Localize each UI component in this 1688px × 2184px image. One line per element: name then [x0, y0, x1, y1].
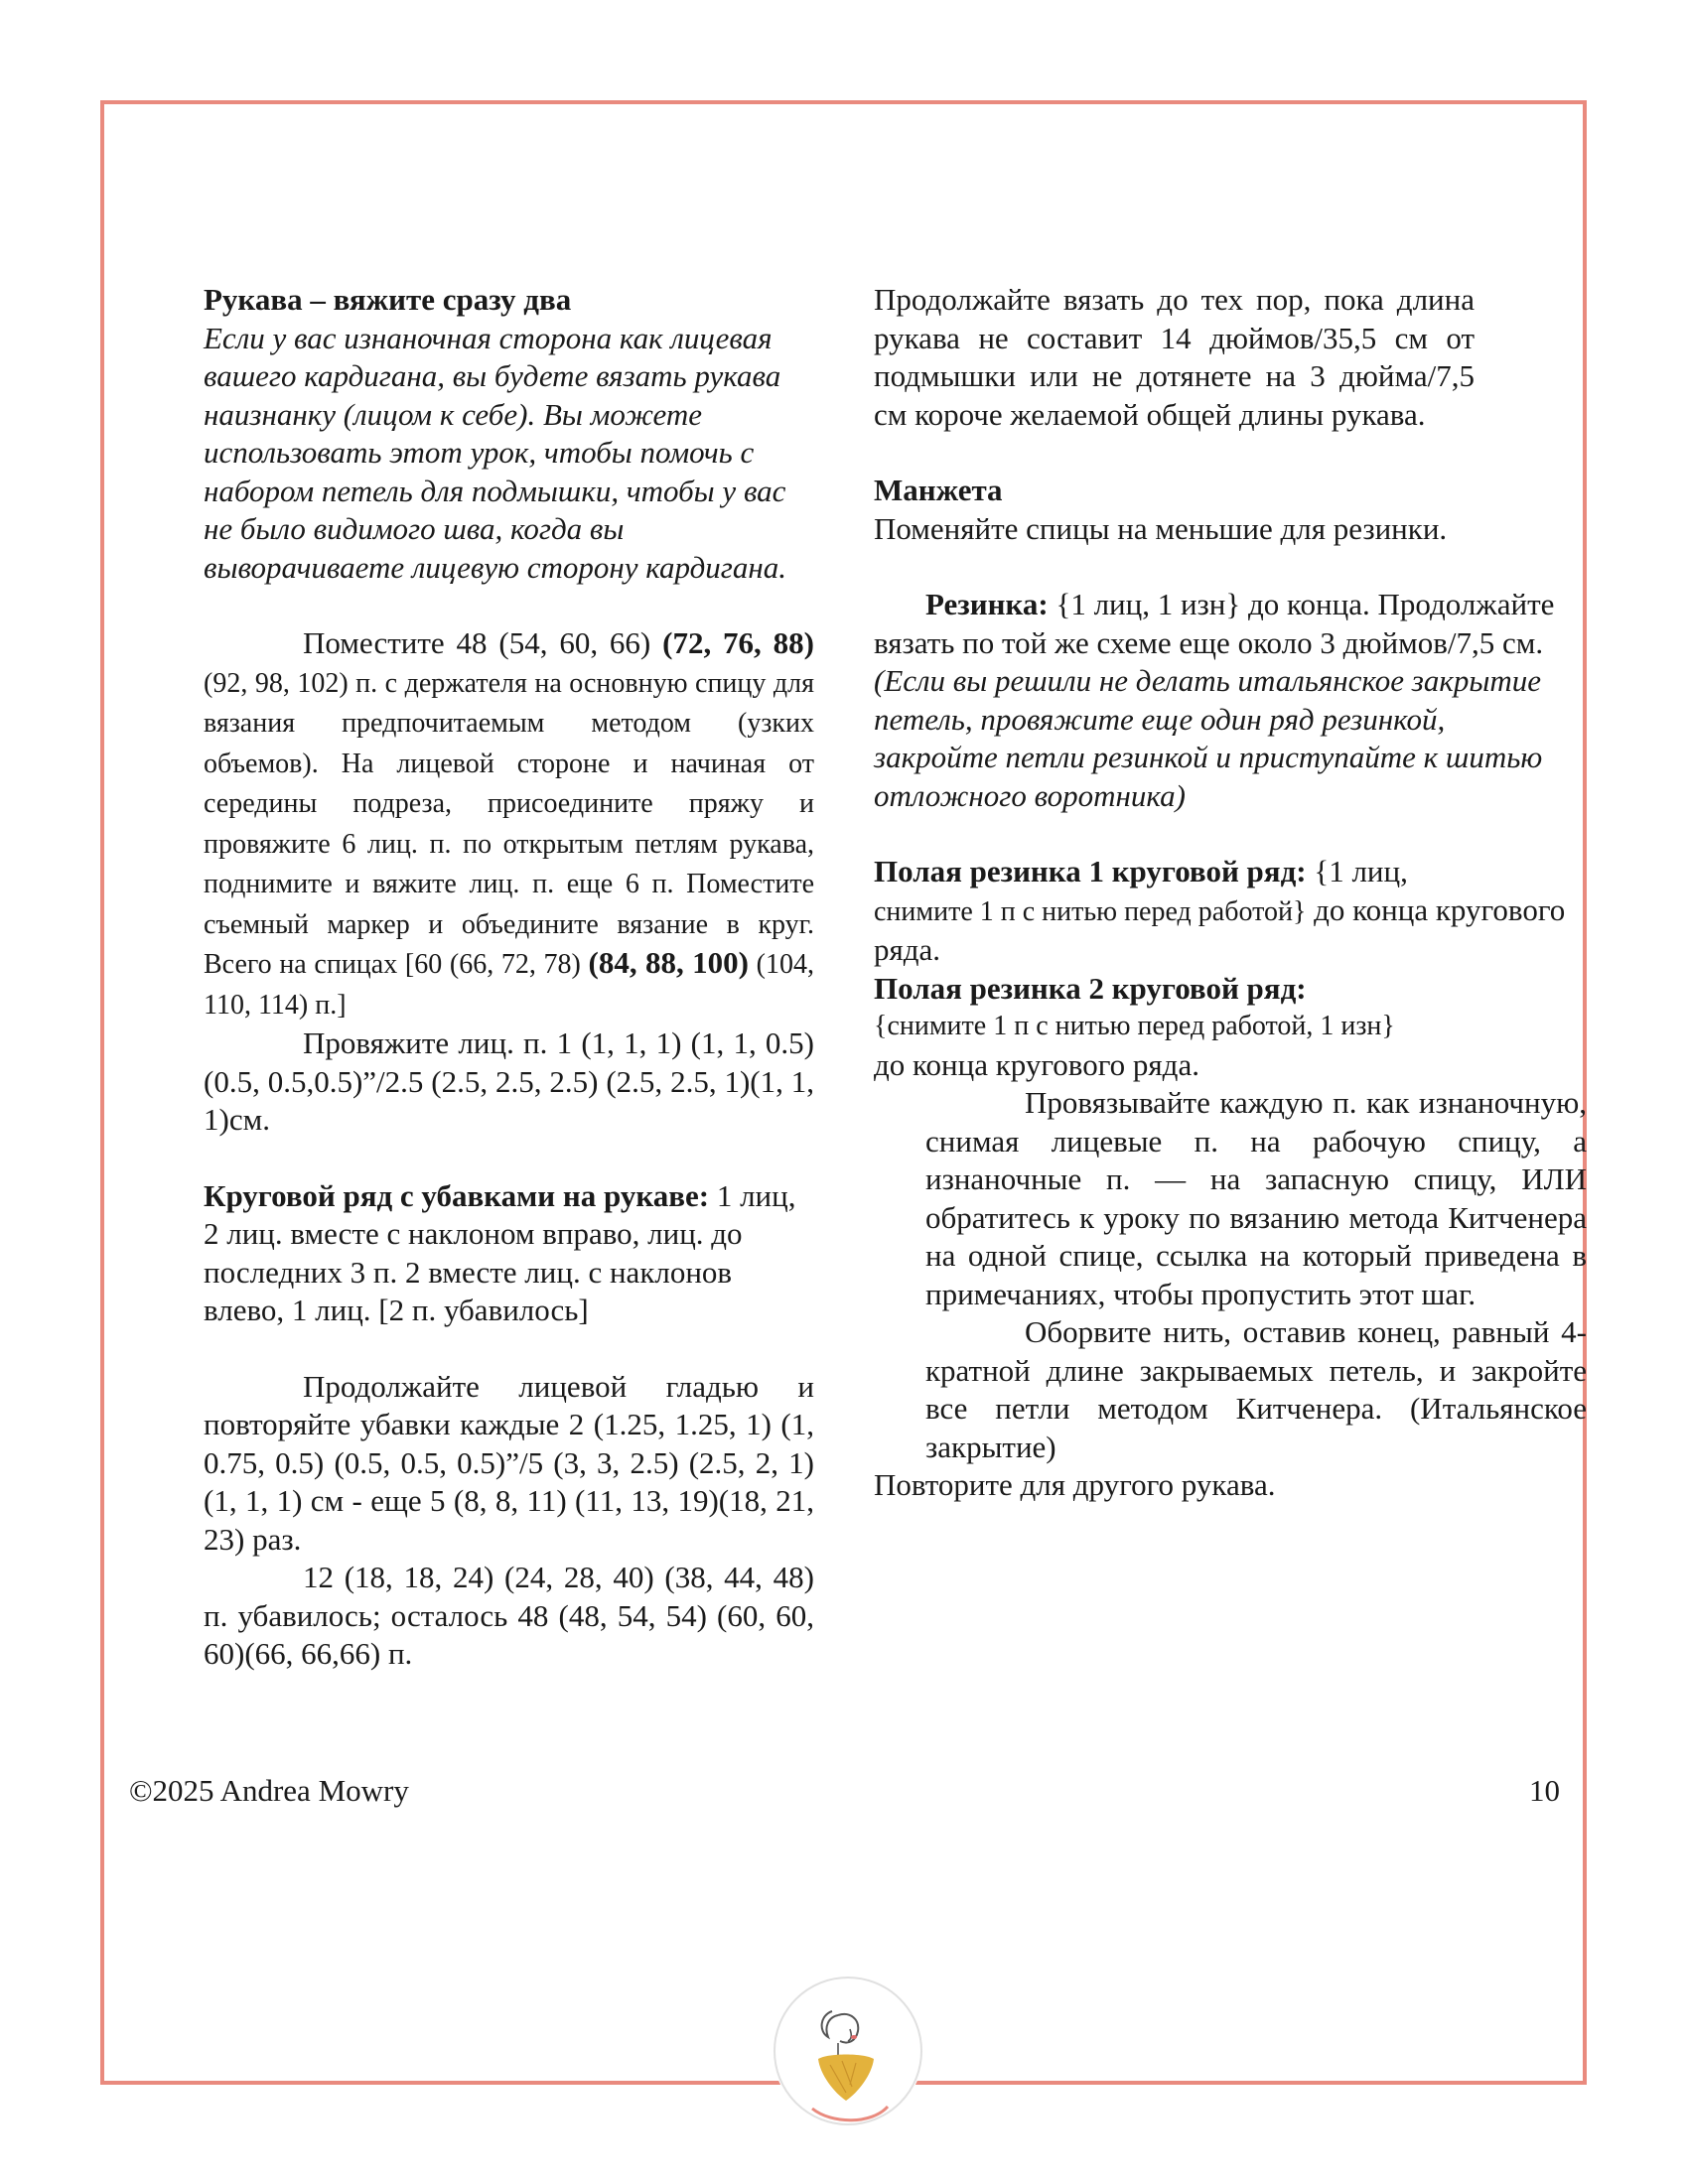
- ribbing-text: {1 лиц, 1 изн} до конца. Продолжайте вязать по той же схеме еще около 3 дюймов/7,5 см.: [874, 587, 1555, 660]
- place-line-start: Поместите 48 (54, 60, 66): [303, 625, 663, 660]
- decrease-round-label: Круговой ряд с убавками на рукаве:: [204, 1177, 710, 1213]
- ribbing-paragraph: [874, 586, 1587, 662]
- sleeves-heading: Рукава – вяжите сразу два: [204, 282, 572, 317]
- woman-with-yellow-scarf-logo-icon: [773, 1976, 923, 2126]
- continue-decreases-paragraph: Продолжайте лицевой гладью и повторяйте убавки каждые 2 (1.25, 1.25, 1) (1, 0.75, 0.5) (0.5, 0.5, 0.5)”/5 (3, 3, 2.5) (2.5, 2, 1) (1, 1, 1) см - еще 5 (8, 8, 11) (11, 13, 19)(18, 21, 23) раз.: [204, 1368, 814, 1557]
- hollow-rib-2-a: {снимите 1 п с нитью перед работой, 1 изн}: [874, 1011, 1395, 1041]
- purl-slip-paragraph: Провязывайте каждую п. как изнаночную, снимая лицевые п. на рабочую спицу, а изнаночные п. — на запасную спицу, ИЛИ обратитесь к уроку по вязанию метода Китченера на одной спице, ссылка на который приведена в примечаниях, чтобы пропустить этот шаг.: [925, 1085, 1587, 1311]
- place-body: (92, 98, 102) п. с держателя на основную спицу для вязания предпочитаемым методом (узких объемов). На лицевой стороне и начиная от середины подреза, присоедините пряжу и провяжите 6 лиц. п. по открытым петлям рукава, поднимите и вяжите лиц. п. еще 6 п. Поместите съемный маркер и объедините вязание в круг. Всего на спицах [60 (66, 72, 78): [204, 667, 814, 980]
- hollow-rib-1-paragraph: [874, 853, 1587, 970]
- hollow-rib-1-b: снимите 1 п с нитью перед работой}: [874, 895, 1307, 927]
- logo: [773, 1976, 923, 2126]
- continue-length-paragraph: Продолжайте вязать до тех пор, пока длина рукава не составит 14 дюймов/35,5 см от подмышки или не дотянете на 3 дюйма/7,5 см короче желаемой общей длины рукава.: [874, 282, 1475, 432]
- place-body-end: (104, 110, 114) п.]: [204, 949, 814, 1021]
- decrease-result-paragraph: 12 (18, 18, 24) (24, 28, 40) (38, 44, 48) п. убавилось; осталось 48 (48, 54, 54) (60, 60, 60)(66, 66,66) п.: [204, 1560, 814, 1671]
- cuff-paragraph: Поменяйте спицы на меньшие для резинки.: [874, 510, 1448, 546]
- sleeves-intro: Если у вас изнаночная сторона как лицевая вашего кардигана, вы будете вязать рукава наизнанку (лицом к себе). Вы можете использовать этот урок, чтобы помочь с набором петель для подмышки, чтобы у вас не было видимого шва, когда вы выворачиваете лицевую сторону кардигана.: [204, 320, 787, 585]
- hollow-rib-2-label: Полая резинка 2 круговой ряд:: [874, 970, 1307, 1006]
- ribbing-label: Резинка:: [925, 587, 1049, 621]
- right-column: [874, 281, 1587, 1505]
- repeat-paragraph: Повторите для другого рукава.: [874, 1467, 1276, 1502]
- decrease-round-body: 1 лиц, 2 лиц. вместе с наклоном вправо, лиц. до последних 3 п. 2 вместе лиц. с наклонов влево, 1 лиц. [2 п. убавилось]: [204, 1177, 796, 1327]
- hollow-rib-2-b: до конца кругового ряда.: [874, 1046, 1199, 1082]
- place-stitches-paragraph: [204, 624, 814, 1024]
- place-body-bold: (84, 88, 100): [588, 945, 749, 980]
- cut-yarn-paragraph: Оборвите нить, оставив конец, равный 4-кратной длине закрываемых петель, и закройте все петли методом Китченера. (Итальянское закрытие): [925, 1314, 1587, 1464]
- left-column: [204, 281, 814, 1674]
- page-number: 10: [1529, 1773, 1560, 1808]
- place-line-bold: (72, 76, 88): [662, 625, 814, 660]
- hollow-rib-1-label: Полая резинка 1 круговой ряд:: [874, 854, 1307, 888]
- cuff-heading: Манжета: [874, 473, 1003, 507]
- hollow-rib-1-c: до конца кругового ряда.: [874, 891, 1566, 967]
- hollow-rib-1-a: {1 лиц,: [1306, 854, 1408, 888]
- ribbing-note: (Если вы решили не делать итальянское закрытие петель, провяжите еще один ряд резинкой, закройте петли резинкой и приступайте к шитью отложного воротника): [874, 663, 1543, 813]
- decrease-round-paragraph: [204, 1177, 814, 1330]
- knit-paragraph: Провяжите лиц. п. 1 (1, 1, 1) (1, 1, 0.5) (0.5, 0.5,0.5)”/2.5 (2.5, 2.5, 2.5) (2.5, 2.5, 1)(1, 1, 1)см.: [204, 1025, 814, 1137]
- copyright: ©2025 Andrea Mowry: [129, 1773, 409, 1808]
